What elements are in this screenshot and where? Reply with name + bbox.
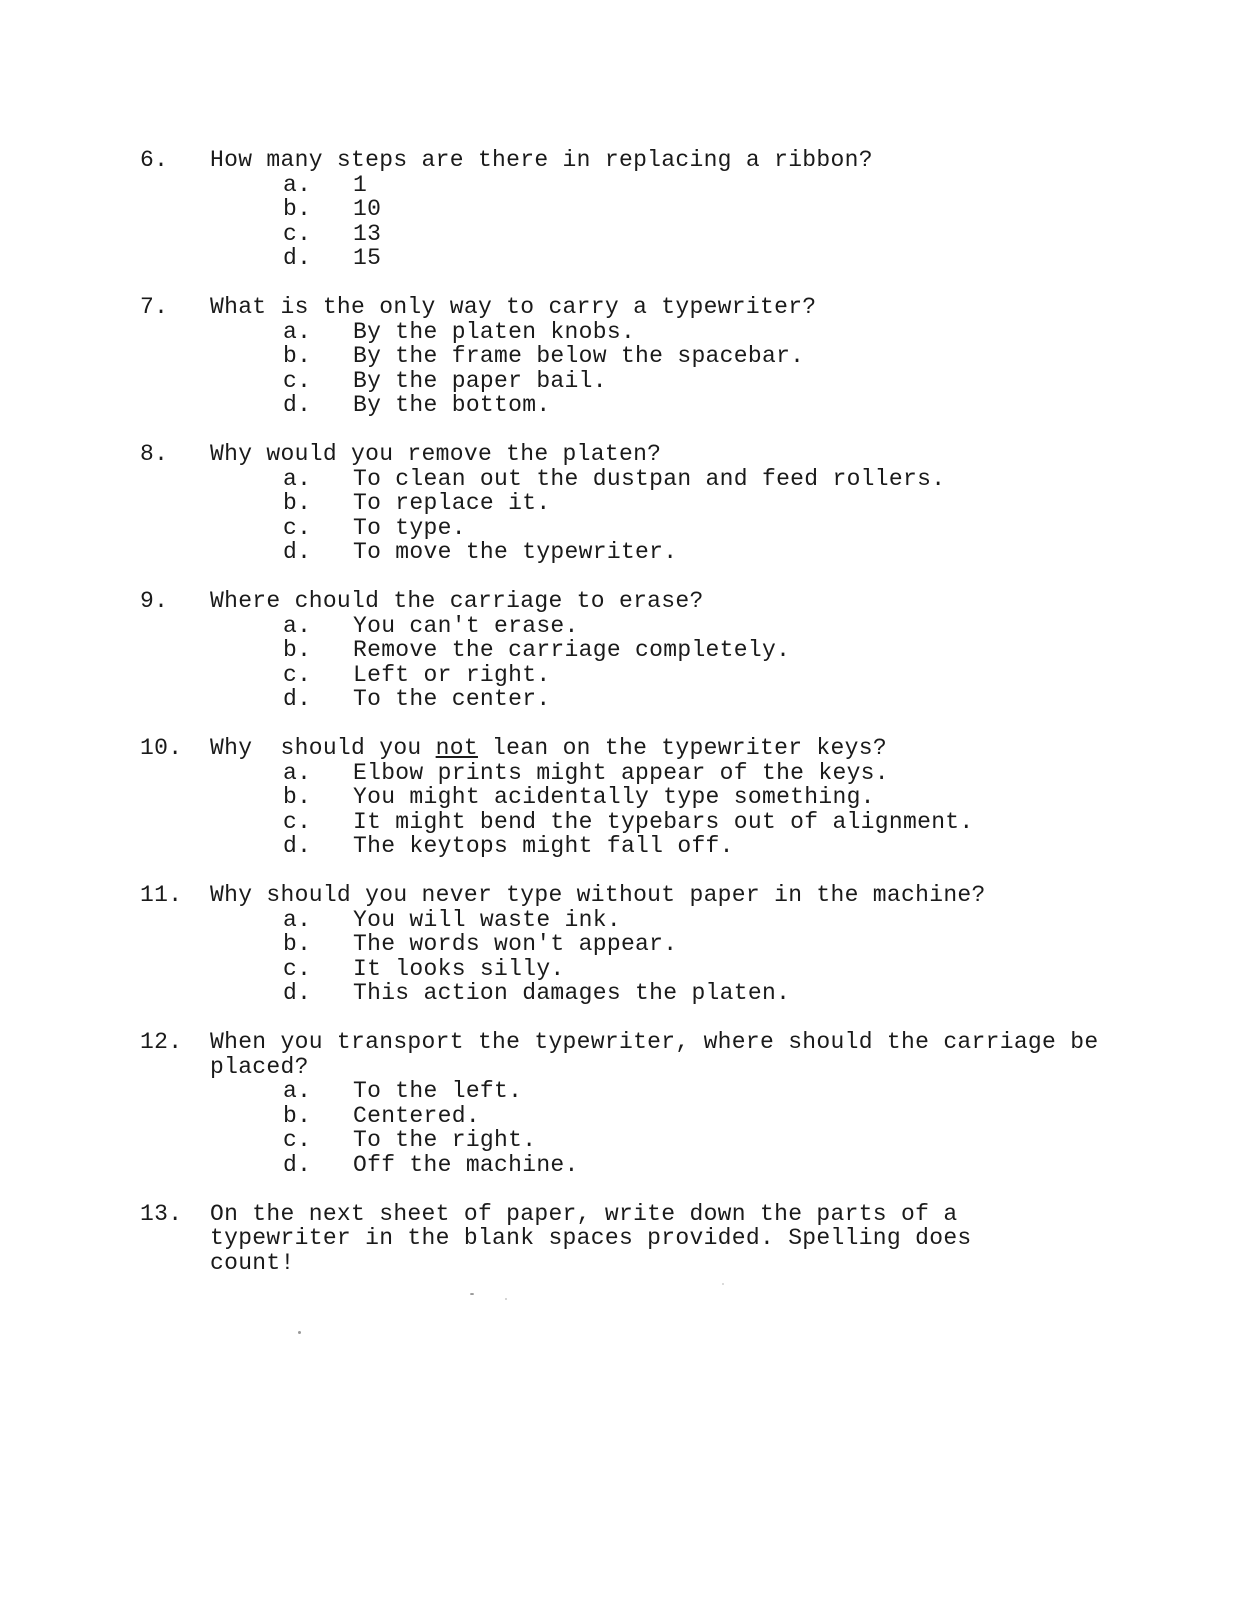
- question-number: 11.: [140, 882, 183, 908]
- answer-option: [140, 761, 1100, 786]
- question-12: [140, 1029, 1113, 1178]
- answer-option: [140, 222, 1100, 247]
- option-letter: c.: [283, 220, 312, 247]
- answer-option: [140, 957, 1100, 982]
- answer-option: [140, 467, 1100, 492]
- option-text: Left or right.: [353, 661, 551, 688]
- answer-option: [140, 197, 1100, 222]
- option-letter: d.: [283, 833, 312, 859]
- option-text: 1: [353, 171, 368, 198]
- option-text: Centered.: [353, 1102, 480, 1129]
- option-text: To the center.: [353, 686, 551, 712]
- question-number: 12.: [140, 1029, 183, 1055]
- option-letter: d.: [283, 392, 312, 418]
- option-text: It looks silly.: [353, 955, 565, 982]
- option-letter: d.: [283, 980, 312, 1006]
- option-letter: a.: [283, 1078, 312, 1104]
- answer-option: [140, 1079, 1100, 1104]
- option-text: You might acidentally type something.: [353, 784, 875, 810]
- question-number: 7.: [140, 294, 169, 320]
- answer-option: [140, 369, 1100, 394]
- option-text: To replace it.: [353, 490, 551, 516]
- question-11: [140, 883, 1100, 1006]
- question-number: 9.: [140, 588, 169, 614]
- question-text: On the next sheet of paper, write down the parts of a typewriter in the blank spaces provided. Spelling does count!: [210, 1200, 986, 1276]
- answer-option: [140, 785, 1100, 810]
- option-text: 13: [353, 220, 382, 247]
- option-letter: a.: [283, 465, 312, 492]
- answer-option: [140, 1104, 1100, 1129]
- option-text: To the left.: [353, 1078, 523, 1104]
- option-letter: b.: [283, 931, 312, 957]
- question-text: Where chould the carriage to erase?: [210, 588, 704, 614]
- question-text: When you transport the typewriter, where should the carriage be placed?: [210, 1029, 1113, 1080]
- option-text: To move the typewriter.: [353, 539, 678, 565]
- question-text: Why should you never type without paper in the machine?: [210, 882, 986, 908]
- answer-option: [140, 320, 1100, 345]
- option-letter: b.: [283, 784, 312, 810]
- question-13: [140, 1202, 1100, 1276]
- option-text: The words won't appear.: [353, 931, 678, 957]
- option-letter: c.: [283, 955, 312, 982]
- option-letter: c.: [283, 514, 312, 541]
- question-number: 6.: [140, 147, 169, 173]
- question-text: Why would you remove the platen?: [210, 441, 662, 467]
- answer-option: [140, 246, 1100, 271]
- scan-speck: [505, 1298, 507, 1300]
- answer-option: [140, 687, 1100, 712]
- answer-option: [140, 614, 1100, 639]
- answer-option: [140, 540, 1100, 565]
- scan-speck: [470, 1293, 474, 1295]
- option-letter: a.: [283, 759, 312, 786]
- option-letter: b.: [283, 490, 312, 516]
- option-text: You can't erase.: [353, 612, 579, 639]
- option-text: It might bend the typebars out of alignment.: [353, 808, 974, 835]
- option-letter: a.: [283, 612, 312, 639]
- answer-option: [140, 516, 1100, 541]
- answer-option: [140, 173, 1100, 198]
- question-number: 10.: [140, 735, 183, 761]
- option-letter: d.: [283, 539, 312, 565]
- option-text: This action damages the platen.: [353, 980, 791, 1006]
- answer-option: [140, 638, 1100, 663]
- question-number: 13.: [140, 1200, 183, 1227]
- question-8: [140, 442, 1100, 565]
- option-text: By the bottom.: [353, 392, 551, 418]
- option-text: 10: [353, 196, 382, 222]
- option-text: The keytops might fall off.: [353, 833, 734, 859]
- question-text: What is the only way to carry a typewriter?: [210, 294, 817, 320]
- question-text: [210, 736, 1100, 761]
- question-number: 8.: [140, 441, 169, 467]
- question-6: [140, 148, 1100, 271]
- answer-option: [140, 491, 1100, 516]
- question-text: How many steps are there in replacing a ribbon?: [210, 147, 873, 173]
- answer-option: [140, 834, 1100, 859]
- option-letter: d.: [283, 686, 312, 712]
- question-text-before: Why should you: [210, 735, 436, 761]
- option-letter: d.: [283, 1151, 312, 1178]
- answer-option: [140, 908, 1100, 933]
- option-letter: a.: [283, 171, 312, 198]
- answer-option: [140, 981, 1100, 1006]
- answer-option: [140, 1128, 1100, 1153]
- question-9: [140, 589, 1100, 712]
- question-text-after: lean on the typewriter keys?: [477, 735, 887, 761]
- answer-option: [140, 810, 1100, 835]
- option-letter: d.: [283, 245, 312, 271]
- question-7: [140, 295, 1100, 418]
- option-text: To clean out the dustpan and feed rollers.: [353, 465, 946, 492]
- answer-option: [140, 344, 1100, 369]
- emphasis-not: not: [435, 735, 478, 761]
- option-text: 15: [353, 245, 382, 271]
- option-text: By the frame below the spacebar.: [353, 343, 805, 369]
- option-letter: a.: [283, 906, 312, 933]
- option-letter: b.: [283, 196, 312, 222]
- option-text: You will waste ink.: [353, 906, 621, 933]
- option-text: Off the machine.: [353, 1151, 579, 1178]
- option-letter: c.: [283, 808, 312, 835]
- option-text: By the paper bail.: [353, 367, 607, 394]
- option-letter: c.: [283, 367, 312, 394]
- answer-option: [140, 393, 1100, 418]
- option-text: Remove the carriage completely.: [353, 637, 791, 663]
- option-text: By the platen knobs.: [353, 318, 636, 345]
- scan-speck: [722, 1283, 724, 1285]
- option-letter: b.: [283, 1102, 312, 1129]
- answer-option: [140, 663, 1100, 688]
- option-letter: c.: [283, 661, 312, 688]
- quiz-questions: [140, 147, 1113, 1300]
- question-10: [140, 736, 1100, 859]
- option-letter: a.: [283, 318, 312, 345]
- option-text: Elbow prints might appear of the keys.: [353, 759, 889, 786]
- answer-option: [140, 932, 1100, 957]
- option-letter: c.: [283, 1127, 312, 1153]
- scan-speck: [298, 1331, 301, 1334]
- option-text: To type.: [353, 514, 466, 541]
- option-letter: b.: [283, 343, 312, 369]
- answer-option: [140, 1153, 1100, 1178]
- option-text: To the right.: [353, 1127, 537, 1153]
- option-letter: b.: [283, 637, 312, 663]
